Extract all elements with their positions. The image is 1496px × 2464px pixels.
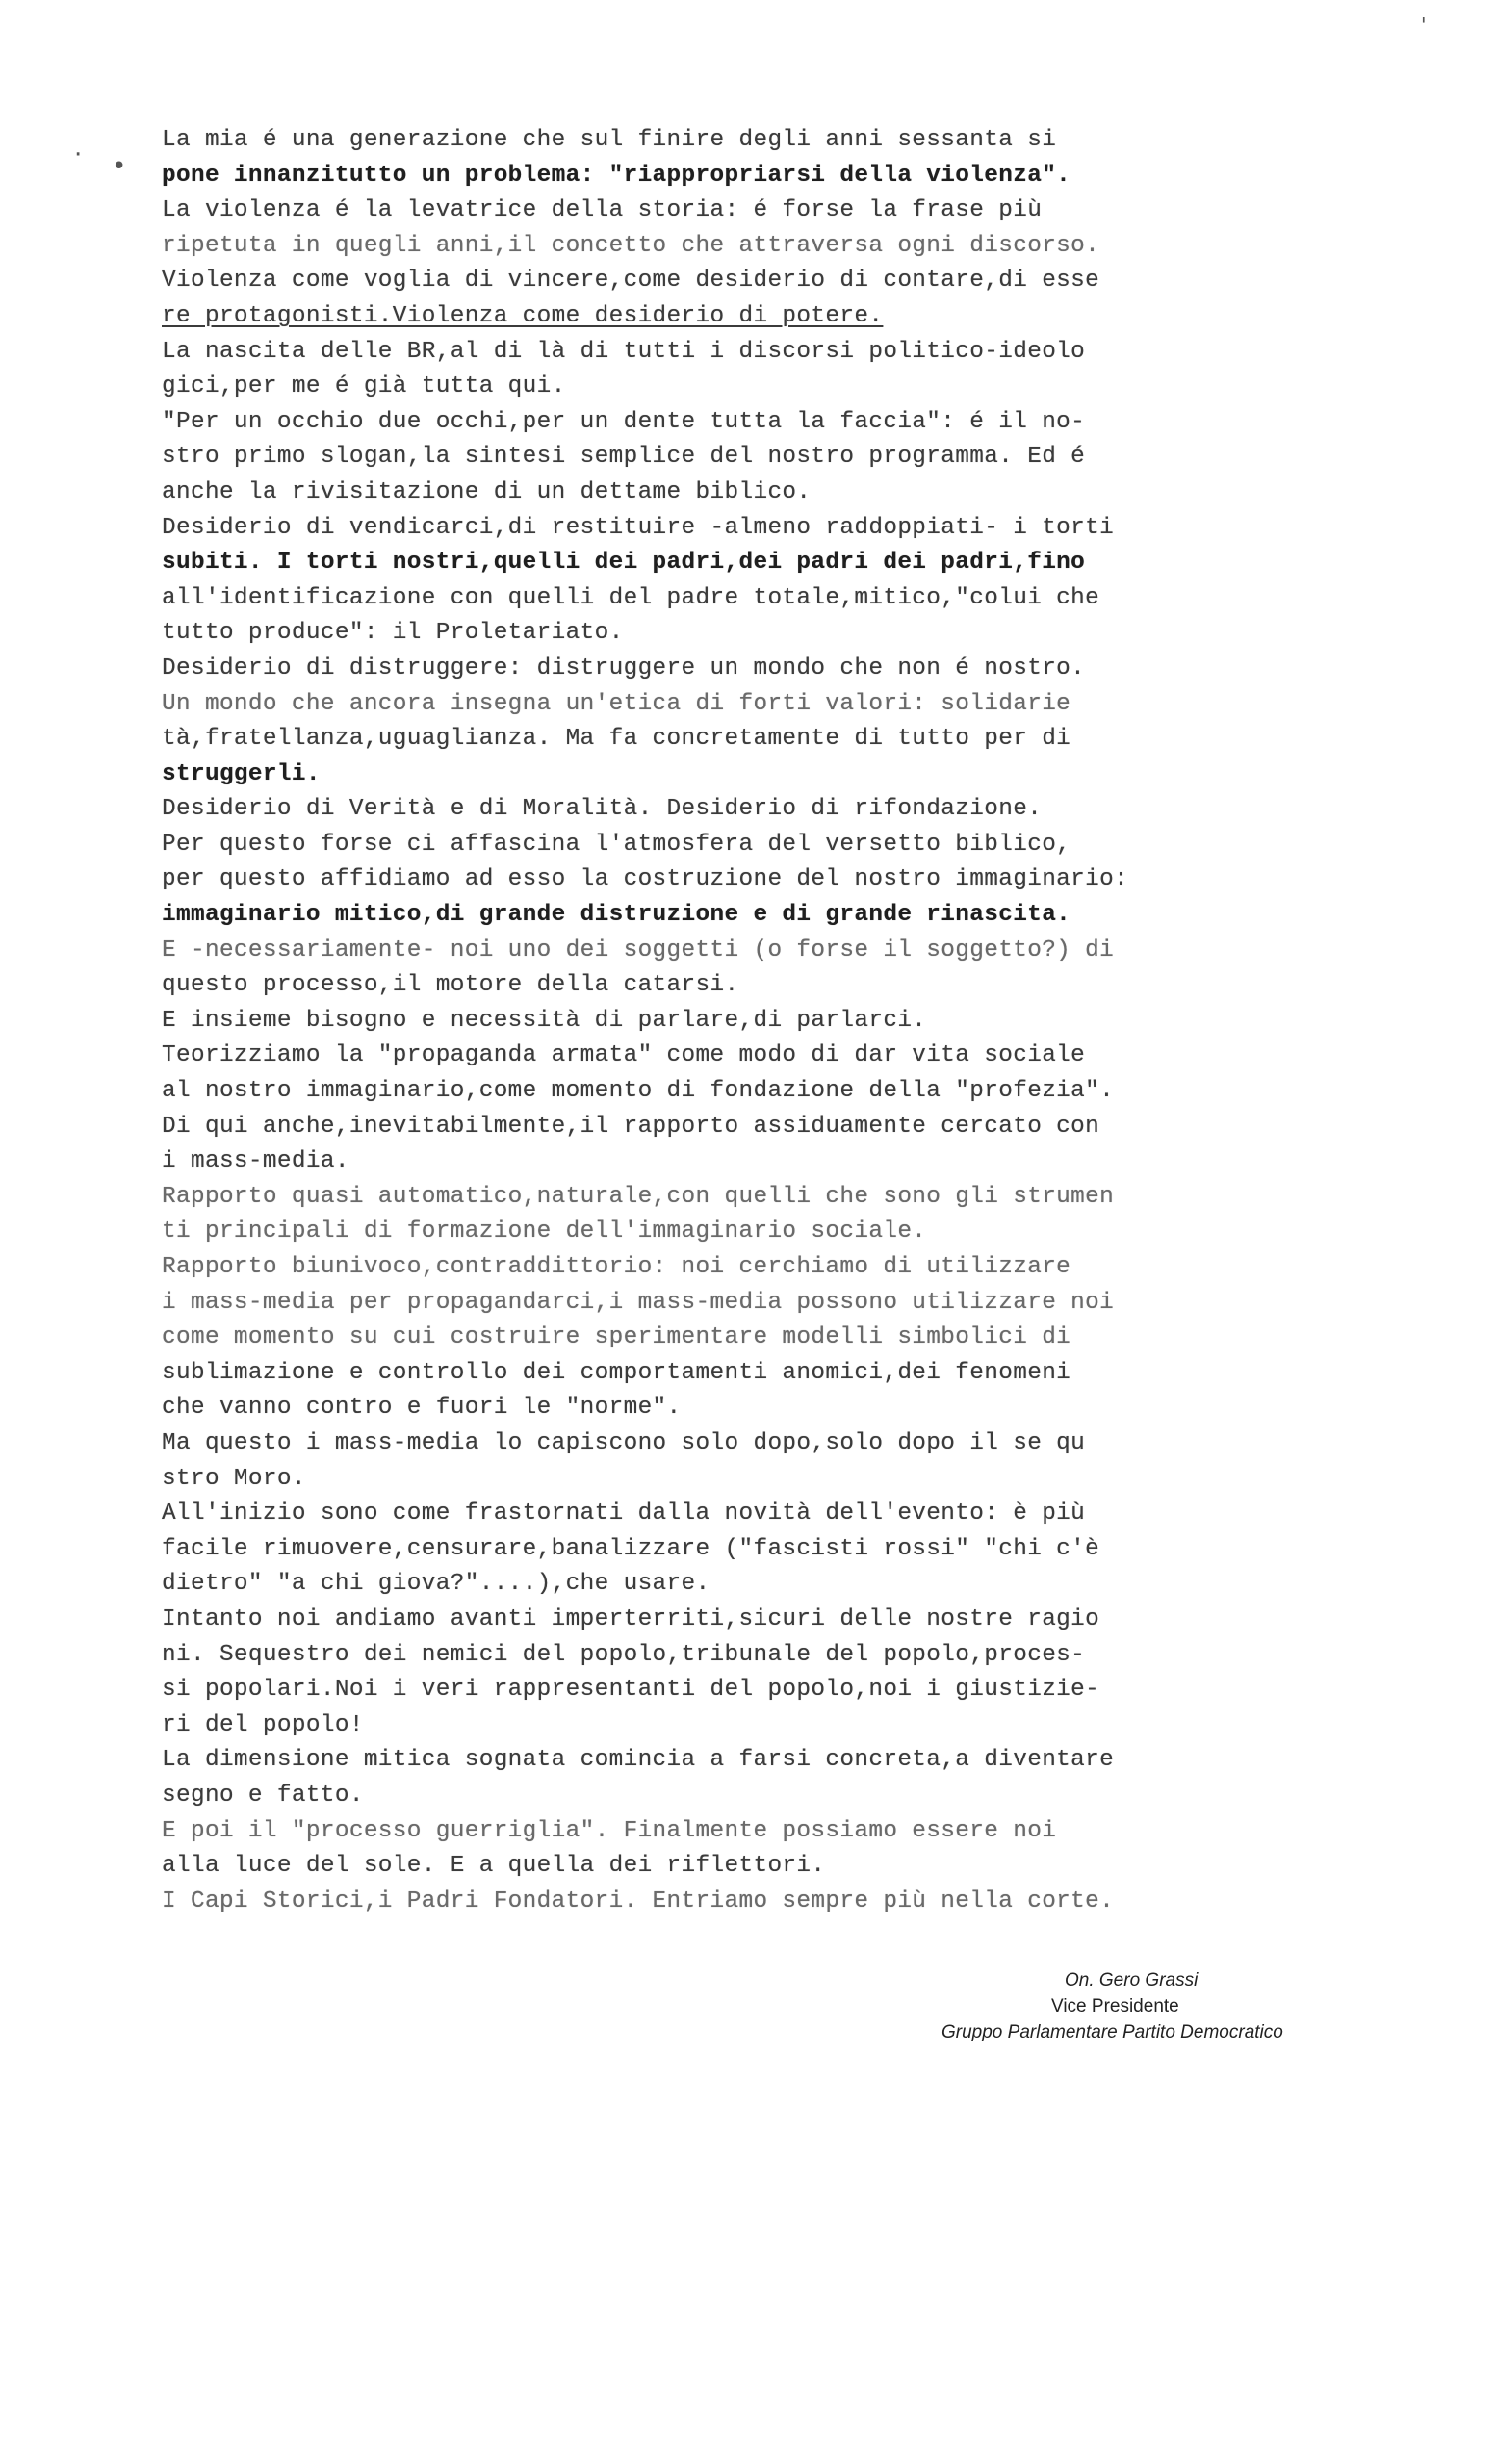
text-line: Desiderio di Verità e di Moralità. Desiderio di rifondazione. <box>162 796 1043 823</box>
text-line: immaginario mitico,di grande distruzione e di grande rinascita. <box>162 902 1071 929</box>
text-line: dietro" "a chi giova?"....),che usare. <box>162 1571 710 1598</box>
text-line: La violenza é la levatrice della storia: é forse la frase più <box>162 197 1043 224</box>
underlined-text: re protagonisti.Violenza come desiderio di potere. <box>162 302 884 329</box>
text-line: per questo affidiamo ad esso la costruzione del nostro immaginario: <box>162 866 1129 893</box>
text-line: i mass-media per propagandarci,i mass-media possono utilizzare noi <box>162 1289 1115 1316</box>
text-line: Di qui anche,inevitabilmente,il rapporto assiduamente cercato con <box>162 1113 1100 1140</box>
text-line: anche la rivisitazione di un dettame biblico. <box>162 478 812 505</box>
text-line: Per questo forse ci affascina l'atmosfera del versetto biblico, <box>162 831 1071 858</box>
text-line: all'identificazione con quelli del padre totale,mitico,"colui che <box>162 584 1100 611</box>
text-line: pone innanzitutto un problema: "riappropriarsi della violenza". <box>162 162 1071 189</box>
text-line: Intanto noi andiamo avanti imperterriti,sicuri delle nostre ragio <box>162 1605 1100 1632</box>
typewritten-text <box>162 123 1355 1919</box>
text-line: Rapporto quasi automatico,naturale,con quelli che sono gli strumen <box>162 1183 1115 1210</box>
text-line: Violenza come voglia di vincere,come desiderio di contare,di esse <box>162 268 1100 295</box>
margin-mark: ' <box>1421 13 1427 37</box>
text-line: segno e fatto. <box>162 1782 364 1809</box>
text-line: tà,fratellanza,uguaglianza. Ma fa concretamente di tutto per di <box>162 726 1071 753</box>
signature-name: On. Gero Grassi <box>1065 1970 1199 1990</box>
text-line: Teorizziamo la "propaganda armata" come modo di dar vita sociale <box>162 1042 1086 1069</box>
text-line: ripetuta in quegli anni,il concetto che attraversa ogni discorso. <box>162 232 1100 259</box>
text-line: subiti. I torti nostri,quelli dei padri,dei padri dei padri,fino <box>162 550 1086 577</box>
signature-block <box>922 1967 1365 2045</box>
text-line: alla luce del sole. E a quella dei riflettori. <box>162 1853 826 1880</box>
text-line: facile rimuovere,censurare,banalizzare ("fascisti rossi" "chi c'è <box>162 1535 1100 1562</box>
text-line: Desiderio di vendicarci,di restituire -almeno raddoppiati- i torti <box>162 514 1115 541</box>
text-line: i mass-media. <box>162 1148 349 1175</box>
text-line: E poi il "processo guerriglia". Finalmente possiamo essere noi <box>162 1817 1057 1844</box>
text-line: stro Moro. <box>162 1465 306 1492</box>
text-line: Desiderio di distruggere: distruggere un mondo che non é nostro. <box>162 654 1086 681</box>
text-line: Rapporto biunivoco,contraddittorio: noi cerchiamo di utilizzare <box>162 1254 1071 1280</box>
text-line: sublimazione e controllo dei comportamenti anomici,dei fenomeni <box>162 1359 1071 1386</box>
text-line: tutto produce": il Proletariato. <box>162 620 624 647</box>
margin-mark: • <box>112 152 127 181</box>
signature-role: Vice Presidente <box>1051 1996 1179 2016</box>
text-line: E -necessariamente- noi uno dei soggetti (o forse il soggetto?) di <box>162 937 1115 963</box>
text-line: gici,per me é già tutta qui. <box>162 373 566 400</box>
text-line: struggerli. <box>162 760 321 787</box>
text-line: come momento su cui costruire sperimentare modelli simbolici di <box>162 1324 1071 1351</box>
text-line: La mia é una generazione che sul finire degli anni sessanta si <box>162 127 1057 153</box>
text-line: che vanno contro e fuori le "norme". <box>162 1395 682 1422</box>
text-line: Ma questo i mass-media lo capiscono solo dopo,solo dopo il se qu <box>162 1429 1086 1456</box>
text-line: ti principali di formazione dell'immaginario sociale. <box>162 1219 927 1245</box>
text-line: La dimensione mitica sognata comincia a farsi concreta,a diventare <box>162 1747 1115 1774</box>
text-line: I Capi Storici,i Padri Fondatori. Entriamo sempre più nella corte. <box>162 1887 1115 1914</box>
text-line <box>162 299 1355 335</box>
text-line: ni. Sequestro dei nemici del popolo,tribunale del popolo,proces- <box>162 1641 1086 1668</box>
text-line: E insieme bisogno e necessità di parlare,di parlarci. <box>162 1007 927 1034</box>
text-line: ri del popolo! <box>162 1711 364 1738</box>
signature-group: Gruppo Parlamentare Partito Democratico <box>941 2022 1283 2042</box>
text-line: si popolari.Noi i veri rappresentanti del popolo,noi i giustizie- <box>162 1677 1100 1704</box>
text-line: questo processo,il motore della catarsi. <box>162 972 739 999</box>
text-line: "Per un occhio due occhi,per un dente tutta la faccia": é il no- <box>162 408 1086 435</box>
text-line: stro primo slogan,la sintesi semplice del nostro programma. Ed é <box>162 444 1086 471</box>
text-line: Un mondo che ancora insegna un'etica di forti valori: solidarie <box>162 690 1071 717</box>
text-line: al nostro immaginario,come momento di fondazione della "profezia". <box>162 1078 1115 1105</box>
margin-mark: · <box>74 141 83 169</box>
text-line: All'inizio sono come frastornati dalla novità dell'evento: è più <box>162 1501 1086 1527</box>
text-line: La nascita delle BR,al di là di tutti i discorsi politico-ideolo <box>162 338 1086 365</box>
